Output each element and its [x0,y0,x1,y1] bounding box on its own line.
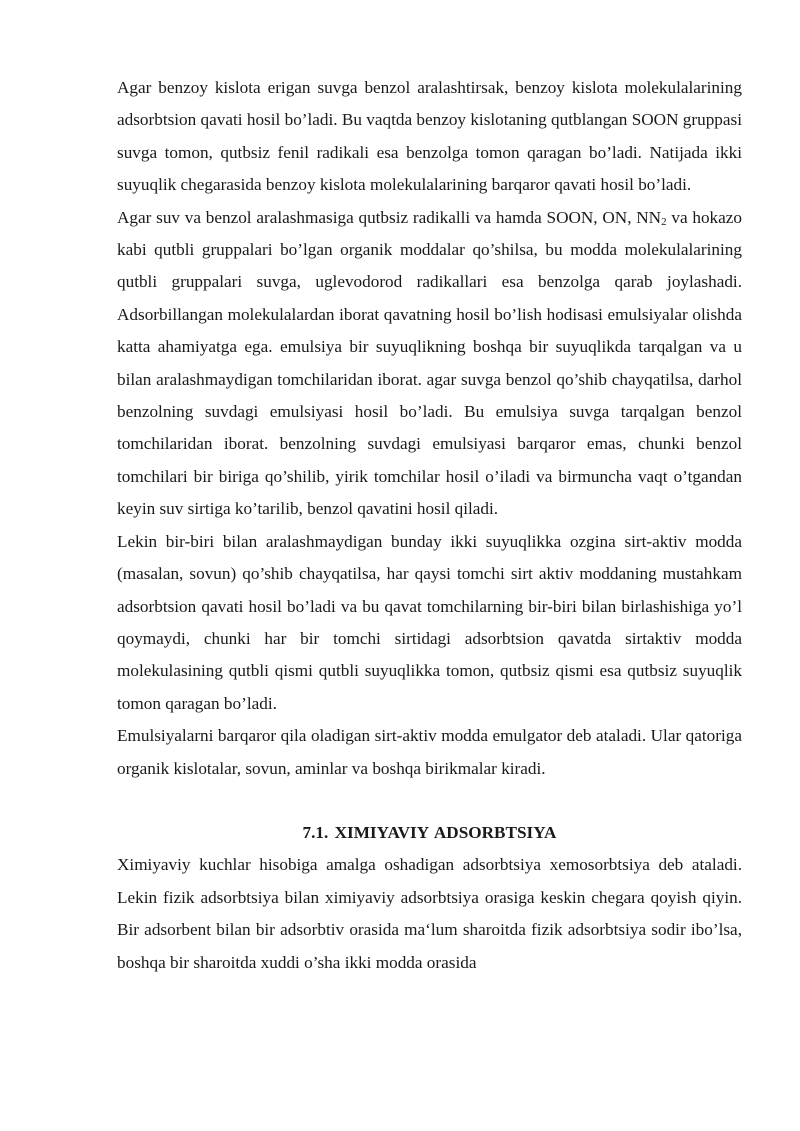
subscript-two: 2 [661,215,667,228]
paragraph-emulsion-rest: va hokazo kabi qutbli gruppalari bo’lgan organik moddalar qo’shilsa, bu modda molekulalarining qutbli gruppalari suvga, uglevodorod radikallari esa benzolga qarab joylashadi. Adsorbillangan molekulalardan iborat qavatning hosil bo’lish hodisasi emulsiyalar olishda katta ahamiyatga ega. emulsiya bir suyuqlikning boshqa bir suyuqlikda tarqalgan va u bilan aralashmaydigan tomchilaridan iborat. agar suvga benzol qo’shib chayqatilsa, darhol benzolning suvdagi emulsiyasi hosil bo’ladi. Bu emulsiya suvga tarqalgan benzol tomchilaridan iborat. benzolning suvdagi emulsiyasi barqaror emas, chunki benzol tomchilari bir biriga qo’shilib, yirik tomchilar hosil o’iladi va birmuncha vaqt o’tgandan keyin suv sirtiga ko’tarilib, benzol qavatini hosil qiladi. [117,207,742,519]
paragraph-surfactant: Lekin bir-biri bilan aralashmaydigan bunday ikki suyuqlikka ozgina sirt-aktiv modda (masalan, sovun) qo’shib chayqatilsa, har qaysi tomchi sirt aktiv moddaning mustahkam adsorbtsion qavati hosil bo’ladi va bu qavat tomchilarning bir-biri bilan birlashishiga yo’l qoymaydi, chunki har bir tomchi sirtidagi adsorbtsion qavatda sirtaktiv modda molekulasining qutbli qismi qutbli suyuqlikka tomon, qutbsiz qismi esa qutbsiz suyuqlik tomon qaragan bo’ladi. [117,531,742,713]
paragraph-emulgator: Emulsiyalarni barqaror qila oladigan sirt-aktiv modda emulgator deb ataladi. Ular qatoriga organik kislotalar, sovun, aminlar va boshqa birikmalar kiradi. [117,726,742,778]
paragraph-chemisorption: Ximiyaviy kuchlar hisobiga amalga oshadigan adsorbtsiya xemosorbtsiya deb ataladi. Lekin fizik adsorbtsiya bilan ximiyaviy adsorbtsiya orasiga keskin chegara qoyish qiyin. Bir adsorbent bilan bir adsorbtiv orasida ma‘lum sharoitda fizik adsorbtsiya sodir ibo’lsa, boshqa bir sharoitda xuddi o’sha ikki modda orasida [117,855,742,972]
document-page [117,72,742,979]
paragraph-emulsion-start: Agar suv va benzol aralashmasiga qutbsiz radikalli va hamda SOON, ON, NN [117,207,662,227]
paragraph-emulsion [117,202,742,526]
paragraph-benzoic-acid: Agar benzoy kislota erigan suvga benzol aralashtirsak, benzoy kislota molekulalarining adsorbtsion qavati hosil bo’ladi. Bu vaqtda benzoy kislotaning qutblangan SOON gruppasi suvga tomon, qutbsiz fenil radikali esa benzolga tomon qaragan bo’ladi. Natijada ikki suyuqlik chegarasida benzoy kislota molekulalarining barqaror qavati hosil bo’ladi. [117,78,742,195]
section-heading: 7.1. XIMIYAVIY ADSORBTSIYA [302,822,557,842]
